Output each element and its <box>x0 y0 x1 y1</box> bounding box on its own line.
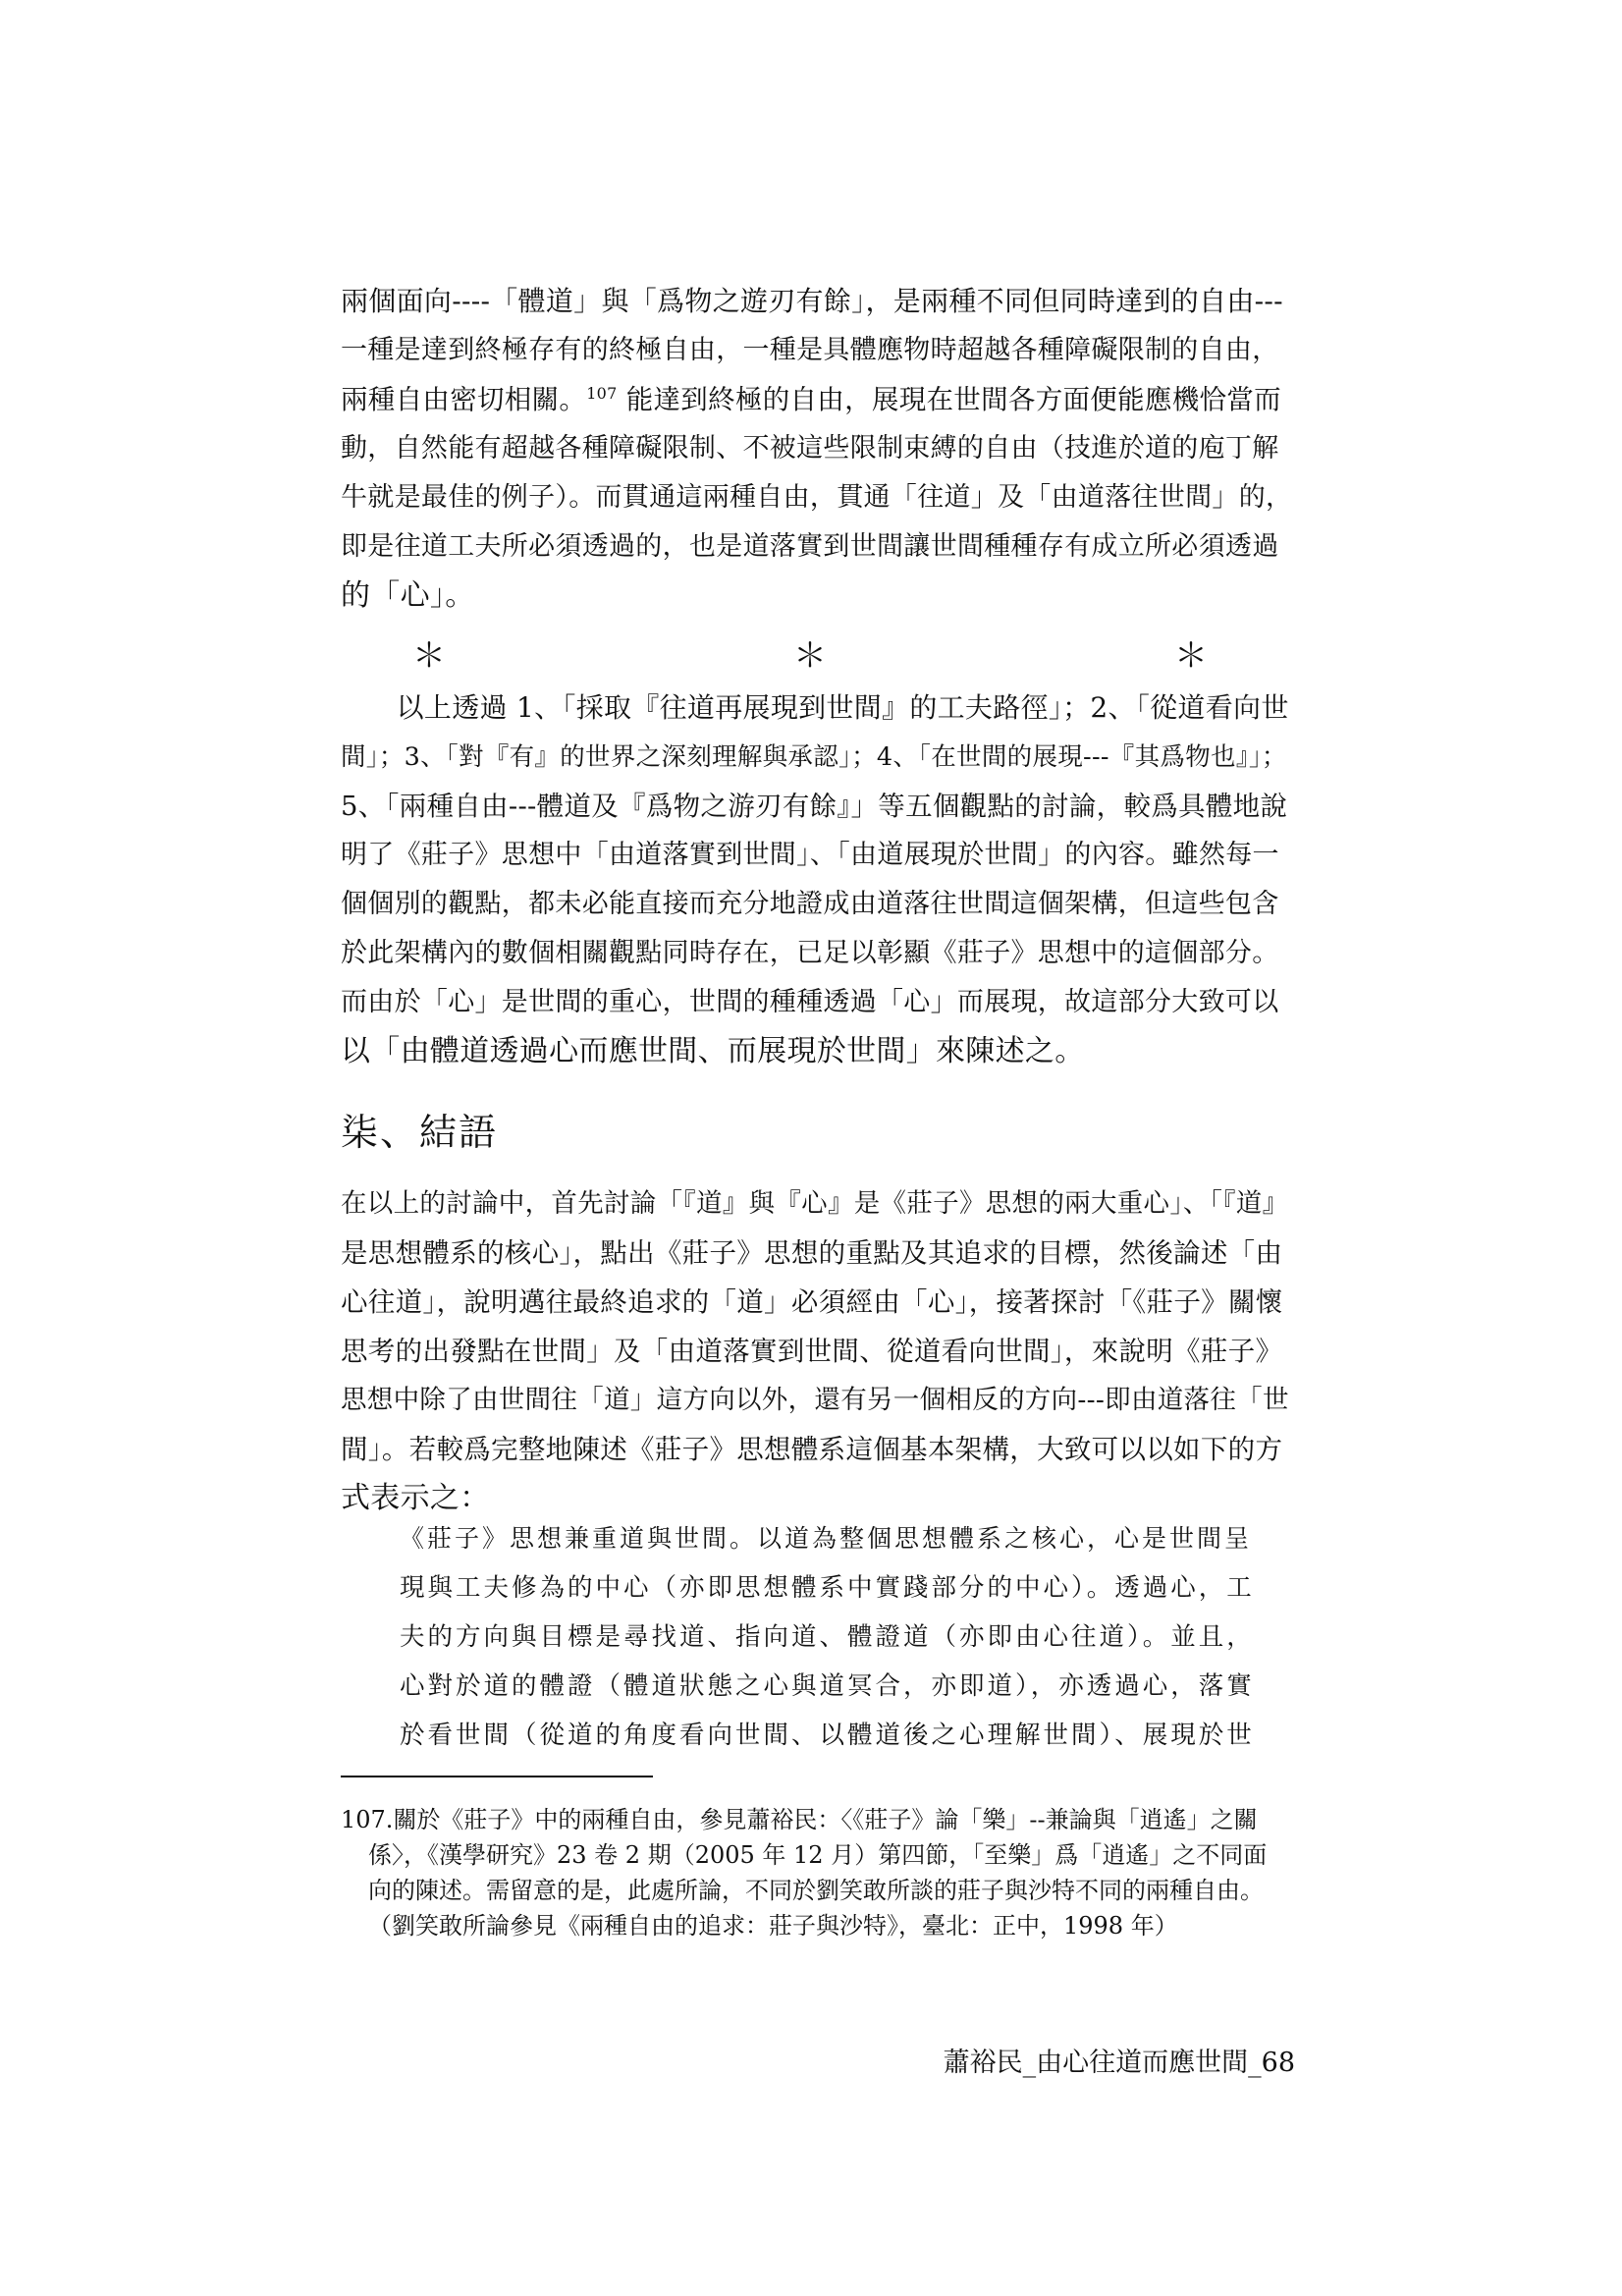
paragraph-conclusion <box>341 1179 1293 1523</box>
text-line: 明了《莊子》思想中「由道落實到世間」、「由道展現於世間」的內容。雖然每一 <box>341 840 1279 870</box>
text-line: 以「由體道透過心而應世間、而展現於世間」來陳述之。 <box>341 1034 1085 1068</box>
section-heading: 柒、結語 <box>341 1111 499 1154</box>
text-line: 以上透過 1、「採取『往道再展現到世間』的工夫路徑」；2、「從道看向世 <box>341 691 1289 724</box>
text-line: 間」。若較爲完整地陳述《莊子》思想體系這個基本架構，大致可以以如下的方 <box>341 1434 1283 1465</box>
text-line: 心往道」，說明邁往最終追求的「道」必須經由「心」，接著探討「《莊子》關懷 <box>341 1286 1283 1318</box>
text-line: 式表示之： <box>341 1481 490 1515</box>
text-fragment: 兩種自由密切相關。 <box>341 384 587 415</box>
text-line: 動，自然能有超越各種障礙限制、不被這些限制束縛的自由（技進於道的庖丁解 <box>341 433 1279 464</box>
asterisk: ＊ <box>412 636 446 676</box>
paragraph-freedom <box>341 277 1293 621</box>
text-line: 個個別的觀點，都未必能直接而充分地證成由道落往世間這個架構，但這些包含 <box>341 889 1279 919</box>
section-separator <box>412 629 1208 677</box>
text-line: 在以上的討論中，首先討論「『道』與『心』是《莊子》思想的兩大重心」、「『道』 <box>341 1188 1289 1219</box>
asterisk: ＊ <box>793 636 827 676</box>
text-line: 一種是達到終極存有的終極自由，一種是具體應物時超越各種障礙限制的自由， <box>341 335 1279 365</box>
text-fragment: 能達到終極的自由，展現在世間各方面便能應機恰當而 <box>617 384 1281 415</box>
footnote-divider <box>341 1776 653 1777</box>
text-line: 兩個面向----「體道」與「爲物之遊刃有餘」，是兩種不同但同時達到的自由--- <box>341 285 1283 317</box>
text-line <box>341 375 1293 424</box>
footnote-reference[interactable]: 107 <box>586 383 618 403</box>
footnote-line: （劉笑敢所論參見《兩種自由的追求：莊子與沙特》，臺北：正中，1998 年） <box>368 1912 1178 1940</box>
text-line: 而由於「心」是世間的重心，世間的種種透過「心」而展現，故這部分大致可以 <box>341 987 1279 1017</box>
asterisk: ＊ <box>1174 636 1208 676</box>
text-line: 5、「兩種自由---體道及『爲物之游刃有餘』」等五個觀點的討論，較爲具體地說 <box>341 791 1288 822</box>
text-line: 是思想體系的核心」，點出《莊子》思想的重點及其追求的目標，然後論述「由 <box>341 1237 1283 1269</box>
text-line: 牛就是最佳的例子）。而貫通這兩種自由，貫通「往道」及「由道落往世間」的， <box>341 482 1293 513</box>
quote-line: 現與工夫修為的中心（亦即思想體系中實踐部分的中心）。透過心，工 <box>400 1573 1255 1603</box>
footnote-line: 向的陳述。需留意的是，此處所論，不同於劉笑敢所談的莊子與沙特不同的兩種自由。 <box>368 1877 1264 1904</box>
footnote-line: 係〉，《漢學研究》23 卷 2 期（2005 年 12 月）第四節，「至樂」爲「逍遙」之不同面 <box>368 1841 1268 1869</box>
quote-line: 《莊子》思想兼重道與世間。以道為整個思想體系之核心，心是世間呈 <box>400 1524 1253 1553</box>
quote-line: 心對於道的體證（體道狀態之心與道冥合，亦即道），亦透過心，落實 <box>400 1671 1255 1701</box>
text-line: 於此架構內的數個相關觀點同時存在，已足以彰顯《莊子》思想中的這個部分。 <box>341 938 1279 968</box>
text-line: 即是往道工夫所必須透過的，也是道落實到世間讓世間種種存有成立所必須透過 <box>341 531 1279 562</box>
footnote-line: 107.關於《莊子》中的兩種自由，參見蕭裕民：〈《莊子》論「樂」--兼論與「逍遙」之關 <box>341 1806 1258 1833</box>
paragraph-summary <box>341 683 1293 1076</box>
text-line: 思考的出發點在世間」及「由道落實到世間、從道看向世間」，來說明《莊子》 <box>341 1336 1283 1367</box>
footnote-107 <box>341 1802 1298 1943</box>
quote-line: 夫的方向與目標是尋找道、指向道、體證道（亦即由心往道）。並且， <box>400 1622 1255 1652</box>
text-line: 思想中除了由世間往「道」這方向以外，還有另一個相反的方向---即由道落往「世 <box>341 1385 1289 1415</box>
quote-line: 於看世間（從道的角度看向世間、以體道後之心理解世間）、展現於世 <box>400 1721 1255 1750</box>
block-quote <box>400 1514 1259 1760</box>
page-footer: 蕭裕民_由心往道而應世間_68 <box>943 2048 1295 2078</box>
text-line: 間」；3、「對『有』的世界之深刻理解與承認」；4、「在世間的展現---『其爲物也』」； <box>341 742 1287 772</box>
text-line: 的「心」。 <box>341 578 475 613</box>
